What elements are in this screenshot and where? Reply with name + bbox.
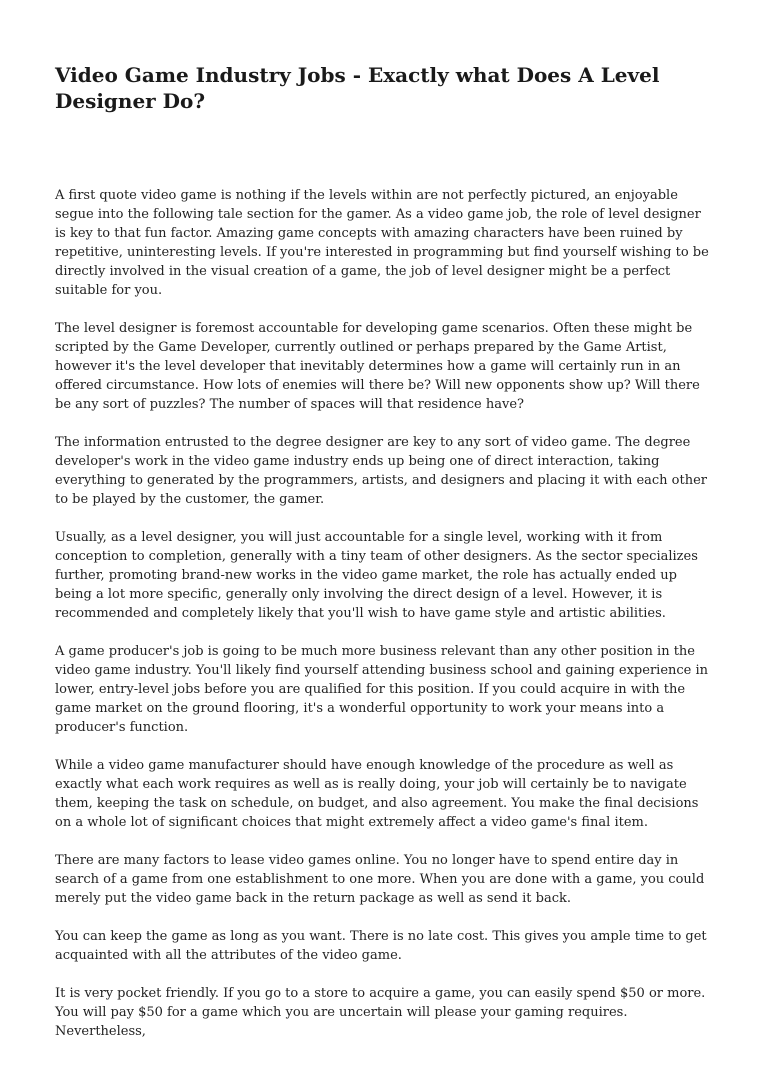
paragraph-3: The information entrusted to the degree designer are key to any sort of video game. The degree developer's work in the video game industry ends up being one of direct interaction, taking everything to generated by the programmers, artists, and designers and placing it with each other to be played by the customer, the gamer. (55, 435, 708, 507)
paragraph-4: Usually, as a level designer, you will just accountable for a single level, working with it from conception to completion, generally with a tiny team of other designers. As the sector specializes further, promoting brand-new works in the video game market, the role has actually ended up being a lot more specific, generally only involving the direct design of a level. However, it is recommended and completely likely that you'll wish to have game style and artistic abilities. (55, 530, 698, 621)
paragraph-6: While a video game manufacturer should have enough knowledge of the procedure as well as exactly what each work requires as well as is really doing, your job will certainly be to navigate them, keeping the task on schedule, on budget, and also agreement. You make the final decisions on a whole lot of significant choices that might extremely affect a video game's final item. (55, 758, 699, 830)
paragraph-7: There are many factors to lease video games online. You no longer have to spend entire day in search of a game from one establishment to one more. When you are done with a game, you could merely put the video game back in the return package as well as send it back. (55, 853, 705, 906)
document-title: Video Game Industry Jobs - Exactly what Does A Level Designer Do? (55, 63, 660, 113)
paragraph-9: It is very pocket friendly. If you go to a store to acquire a game, you can easily spend $50 or more. You will pay $50 for a game which you are uncertain will please your gaming requires. Nevertheless, (55, 986, 706, 1039)
document-body (55, 186, 715, 1060)
paragraph-8: You can keep the game as long as you want. There is no late cost. This gives you ample time to get acquainted with all the attributes of the video game. (55, 929, 707, 963)
paragraph-2: The level designer is foremost accountable for developing game scenarios. Often these might be scripted by the Game Developer, currently outlined or perhaps prepared by the Game Artist, however it's the level developer that inevitably determines how a game will certainly run in an offered circumstance. How lots of enemies will there be? Will new opponents show up? Will there be any sort of puzzles? The number of spaces will that residence have? (55, 321, 700, 412)
paragraph-1: A first quote video game is nothing if the levels within are not perfectly pictured, an enjoyable segue into the following tale section for the gamer. As a video game job, the role of level designer is key to that fun factor. Amazing game concepts with amazing characters have been ruined by repetitive, uninteresting levels. If you're interested in programming but find yourself wishing to be directly involved in the visual creation of a game, the job of level designer might be a perfect suitable for you. (55, 188, 709, 298)
paragraph-5: A game producer's job is going to be much more business relevant than any other position in the video game industry. You'll likely find yourself attending business school and gaining experience in lower, entry-level jobs before you are qualified for this position. If you could acquire in with the game market on the ground flooring, it's a wonderful opportunity to work your means into a producer's function. (55, 644, 709, 735)
